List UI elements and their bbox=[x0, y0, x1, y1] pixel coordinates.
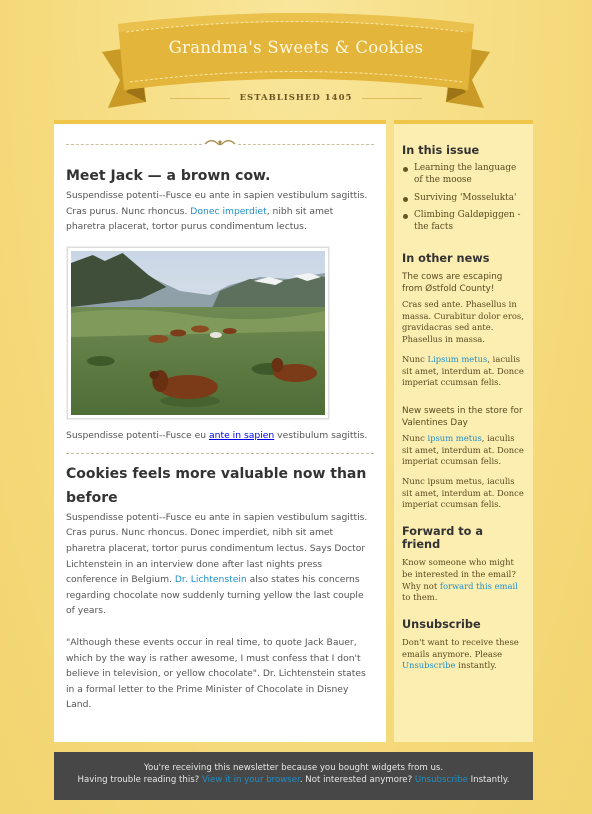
ornament-divider bbox=[66, 138, 374, 150]
list-item: Surviving 'Mosselukta' bbox=[402, 193, 525, 205]
sidebar bbox=[394, 120, 533, 742]
in-this-issue-heading: In this issue bbox=[402, 144, 480, 157]
article-title: Cookies feels more valuable now than before bbox=[66, 465, 367, 506]
dr-lichtenstein-link[interactable]: Dr. Lichtenstein bbox=[174, 574, 247, 586]
newsletter-title: Grandma's Sweets & Cookies bbox=[168, 38, 424, 57]
cows-meadow-image bbox=[71, 251, 325, 415]
established-label: ESTABLISHED 1405 bbox=[239, 93, 353, 103]
news-headline: New sweets in the store for Valentines Day bbox=[402, 405, 523, 429]
news-text: Nunc Lipsum metus, iaculis sit amet, interdum at. Donce imperiat ccumsan felis. bbox=[402, 353, 524, 388]
established-row bbox=[170, 91, 422, 105]
ipsum-metus-link[interactable]: ipsum metus bbox=[427, 432, 482, 443]
flourish-icon bbox=[202, 138, 238, 151]
ante-in-sapien-link[interactable]: ante in sapien bbox=[209, 429, 275, 441]
in-other-news-heading: In other news bbox=[402, 251, 490, 265]
news-text: Nunc ipsum metus, iaculis sit amet, interdum at. Donce imperiat ccumsan felis. bbox=[402, 432, 524, 467]
divider-line bbox=[362, 98, 422, 99]
forward-text: Know someone who might be interested in the email? Why not forward this email to them. bbox=[402, 557, 518, 603]
article-body: Suspendisse potenti--Fusce eu ante in sapien vestibulum sagittis. Cras purus. Nunc rhoncus. Donec imperdiet, nibh sit amet pharetra placerat, tortor purus condimentum lectus. bbox=[66, 190, 368, 233]
in-this-issue-list bbox=[402, 163, 525, 234]
view-in-browser-link[interactable]: View it in your browser bbox=[201, 775, 300, 785]
unsubscribe-heading: Unsubscribe bbox=[402, 617, 481, 631]
list-item: Climbing Galdøpiggen - the facts bbox=[402, 210, 525, 234]
article-body: Suspendisse potenti--Fusce eu ante in sapien vestibulum sagittis. Cras purus. Nunc rhoncus. Donec imperdiet, nibh sit amet pharetra placerat, tortor purus condimentum lectus. Says Doctor Lichtenstein in an interview done after last nights press conference in Belgium. Dr. Lichtenstein also states his concerns regarding chocolate now suddenly turning yellow the last couple of years. bbox=[66, 511, 368, 617]
news-text: Nunc ipsum metus, iaculis sit amet, interdum at. Donce imperiat ccumsan felis. bbox=[402, 476, 524, 510]
unsubscribe-text: Don't want to receive these emails anymore. Please Unsubscribe instantly. bbox=[402, 636, 519, 671]
footer-unsubscribe-link[interactable]: Unsubscribe bbox=[414, 775, 468, 785]
footer-line-2: Having trouble reading this? View it in your browser. Not interested anymore? Unsubscribe Instantly. bbox=[77, 775, 510, 785]
footer-line-1: You're receiving this newsletter because you bought widgets from us. bbox=[143, 763, 444, 773]
main-content bbox=[54, 120, 386, 742]
lipsum-metus-link[interactable]: Lipsum metus bbox=[427, 353, 488, 364]
forward-email-link[interactable]: forward this email bbox=[439, 580, 518, 591]
divider-line bbox=[170, 98, 230, 99]
news-text: Cras sed ante. Phasellus in massa. Curabitur dolor eros, gravidacras sed ante. Phasellus in massa. bbox=[402, 298, 524, 345]
photo-caption: Suspendisse potenti--Fusce eu ante in sapien vestibulum sagittis. bbox=[66, 429, 368, 441]
news-headline: The cows are escaping from Østfold County! bbox=[402, 271, 503, 295]
forward-heading: Forward to a friend bbox=[402, 525, 483, 552]
unsubscribe-link[interactable]: Unsubscribe bbox=[402, 660, 456, 671]
footer bbox=[54, 752, 533, 800]
donec-imperdiet-link[interactable]: Donec imperdiet bbox=[190, 205, 267, 217]
list-item: Learning the language of the moose bbox=[402, 163, 525, 187]
article-quote: "Although these events occur in real time, to quote Jack Bauer, which by the way is rather awesome, I must confess that I don't believe in television, or yellow chocolate". Dr. Lichtenstein states in a formal letter to the Prime Minister of Chocolate in Disney Land. bbox=[66, 636, 366, 711]
article-title: Meet Jack — a brown cow. bbox=[66, 168, 271, 184]
dashed-divider bbox=[66, 453, 374, 454]
cows-photo bbox=[67, 247, 329, 419]
